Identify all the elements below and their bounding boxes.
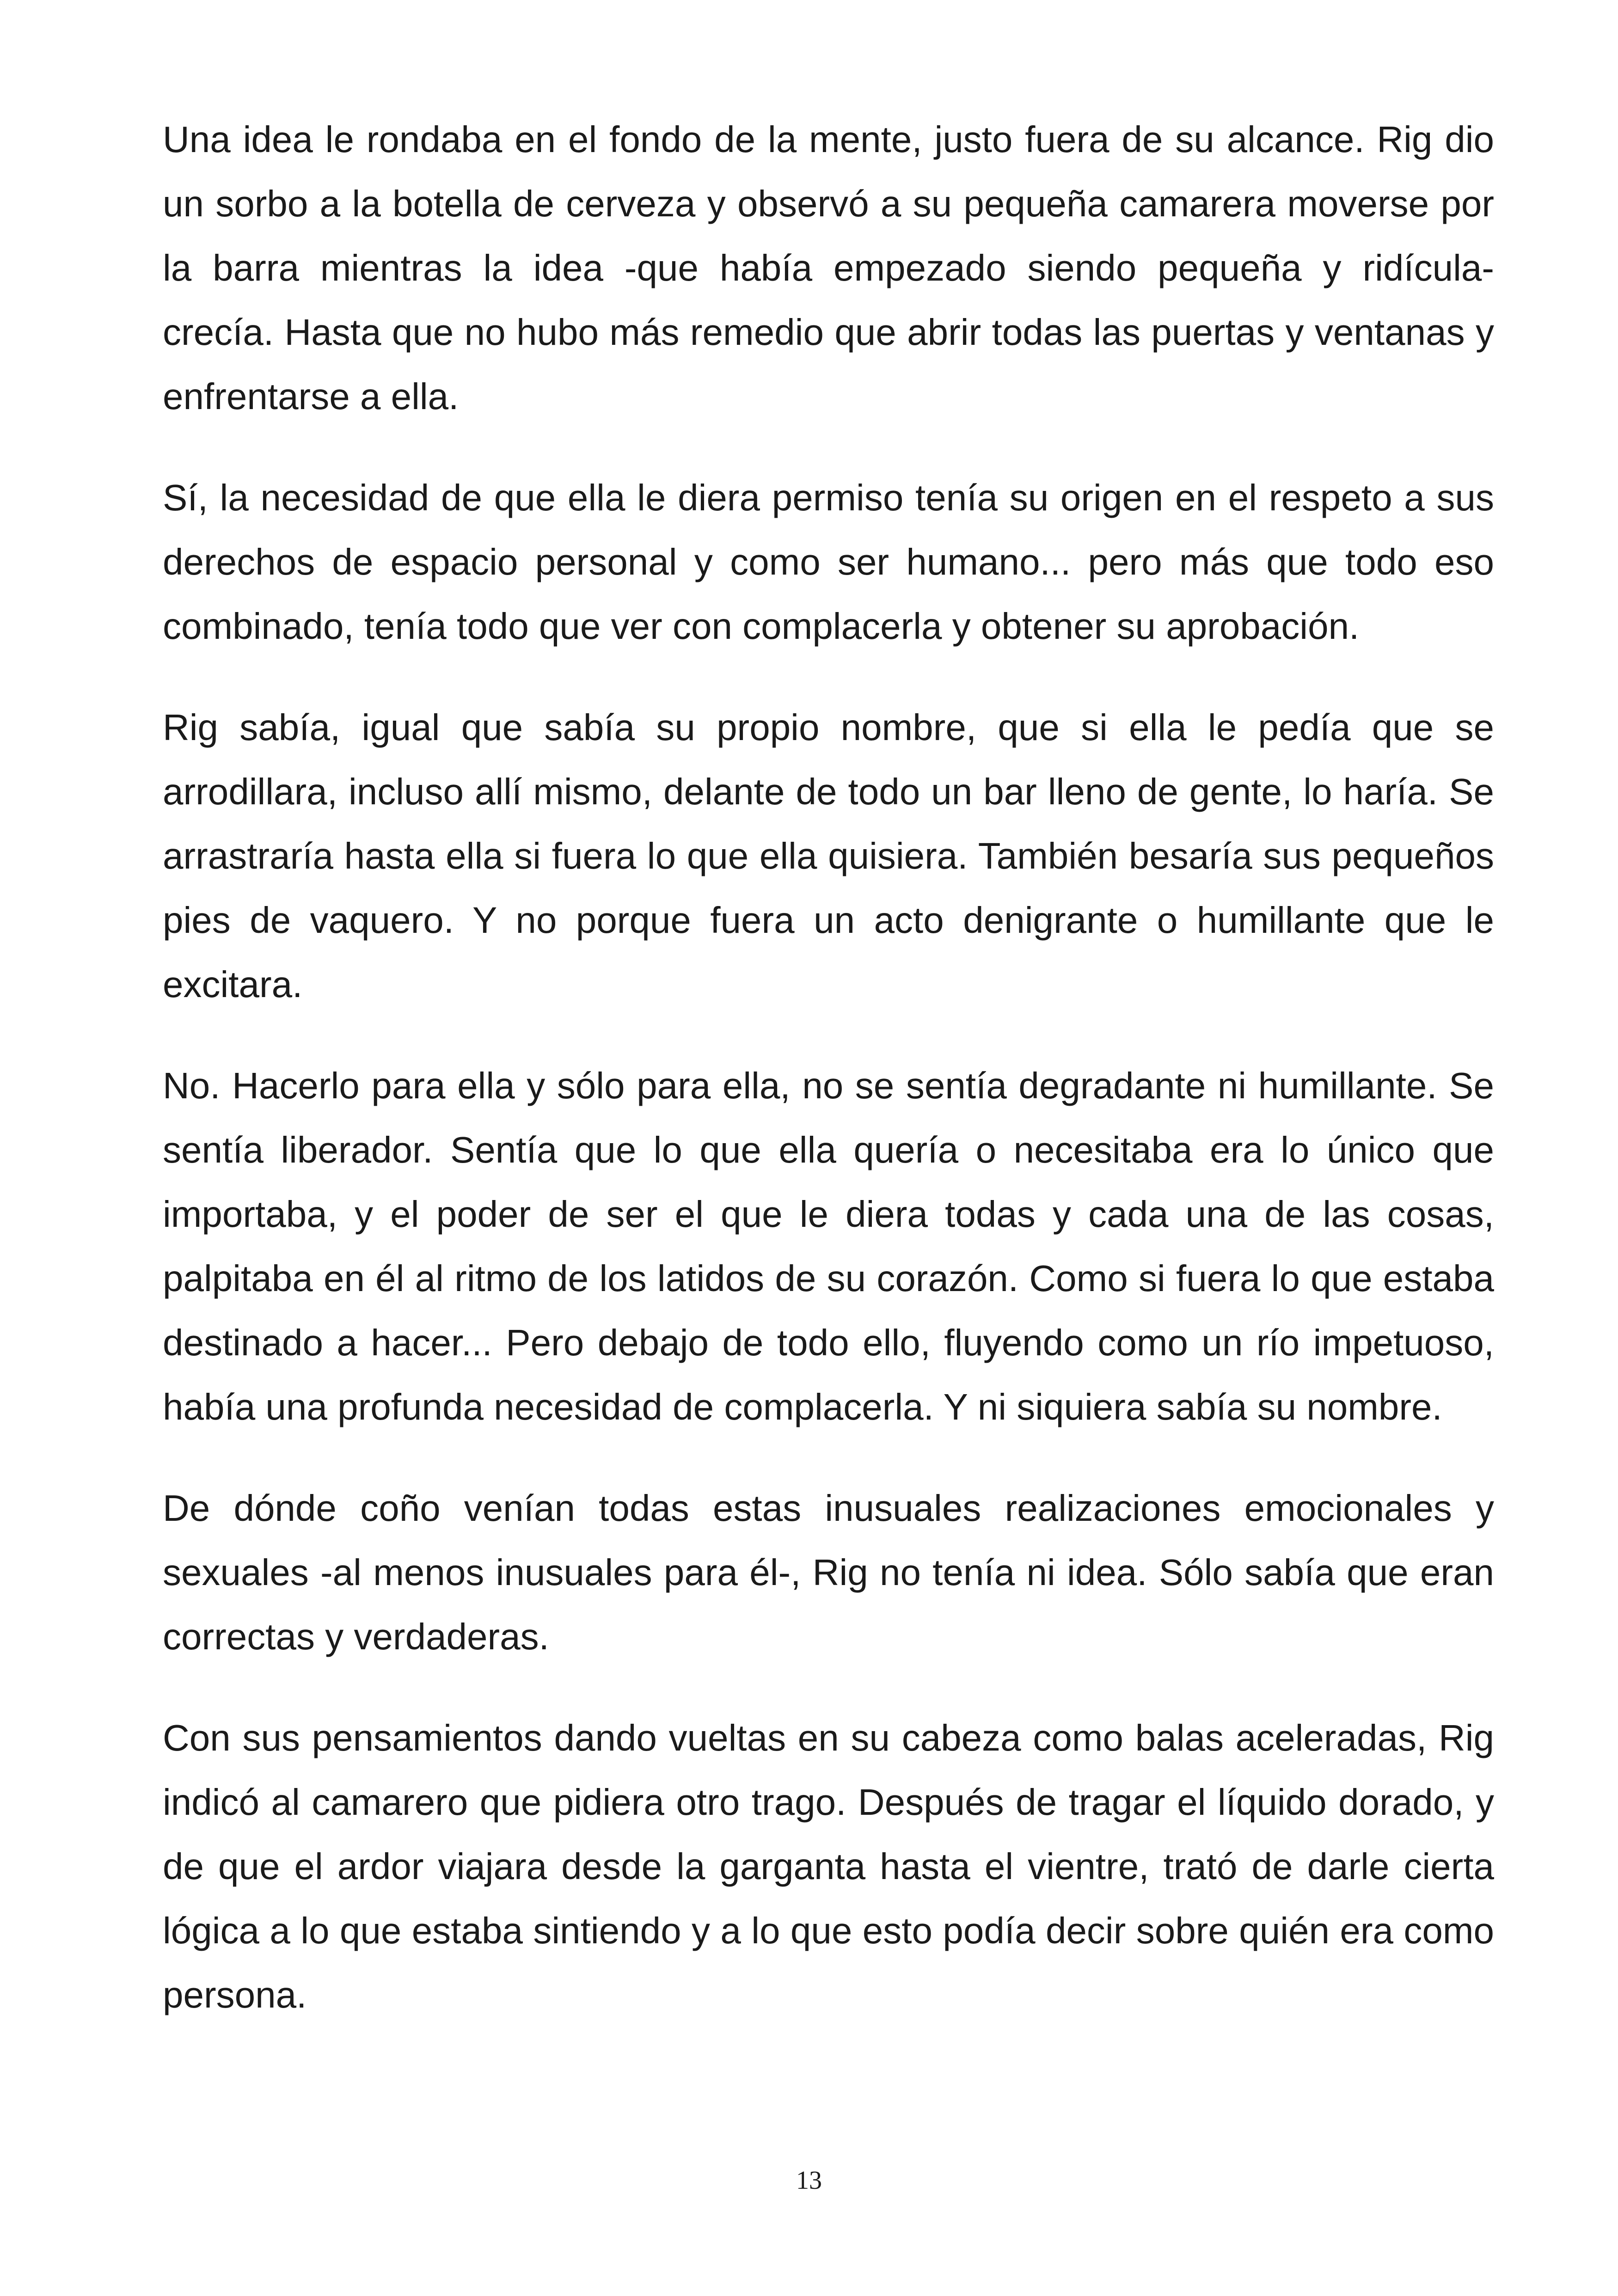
paragraph-1: Una idea le rondaba en el fondo de la mente, justo fuera de su alcance. Rig dio un sorbo a la botella de cerveza y observó a su pequeña camarera moverse por la barra mientras la idea -que había empezado siendo pequeña y ridícula- crecía. Hasta que no hubo más remedio que abrir todas las puertas y ventanas y enfrentarse a ella. xyxy=(163,119,1494,417)
paragraph-5: De dónde coño venían todas estas inusuales realizaciones emocionales y sexuales -al menos inusuales para él-, Rig no tenía ni idea. Sólo sabía que eran correctas y verdaderas. xyxy=(163,1488,1494,1657)
body-text xyxy=(163,107,1494,2027)
paragraph-3: Rig sabía, igual que sabía su propio nombre, que si ella le pedía que se arrodillara, incluso allí mismo, delante de todo un bar lleno de gente, lo haría. Se arrastraría hasta ella si fuera lo que ella quisiera. También besaría sus pequeños pies de vaquero. Y no porque fuera un acto denigrante o humillante que le excitara. xyxy=(163,707,1494,1005)
page-number: 13 xyxy=(796,2166,822,2195)
paragraph-6: Con sus pensamientos dando vueltas en su cabeza como balas aceleradas, Rig indicó al camarero que pidiera otro trago. Después de tragar el líquido dorado, y de que el ardor viajara desde la garganta hasta el vientre, trató de darle cierta lógica a lo que estaba sintiendo y a lo que esto podía decir sobre quién era como persona. xyxy=(163,1717,1494,2015)
paragraph-2: Sí, la necesidad de que ella le diera permiso tenía su origen en el respeto a sus derechos de espacio personal y como ser humano... pero más que todo eso combinado, tenía todo que ver con complacerla y obtener su aprobación. xyxy=(163,477,1494,647)
paragraph-4: No. Hacerlo para ella y sólo para ella, no se sentía degradante ni humillante. Se sentía liberador. Sentía que lo que ella quería o necesitaba era lo único que importaba, y el poder de ser el que le diera todas y cada una de las cosas, palpitaba en él al ritmo de los latidos de su corazón. Como si fuera lo que estaba destinado a hacer... Pero debajo de todo ello, fluyendo como un río impetuoso, había una profunda necesidad de complacerla. Y ni siquiera sabía su nombre. xyxy=(163,1065,1494,1427)
